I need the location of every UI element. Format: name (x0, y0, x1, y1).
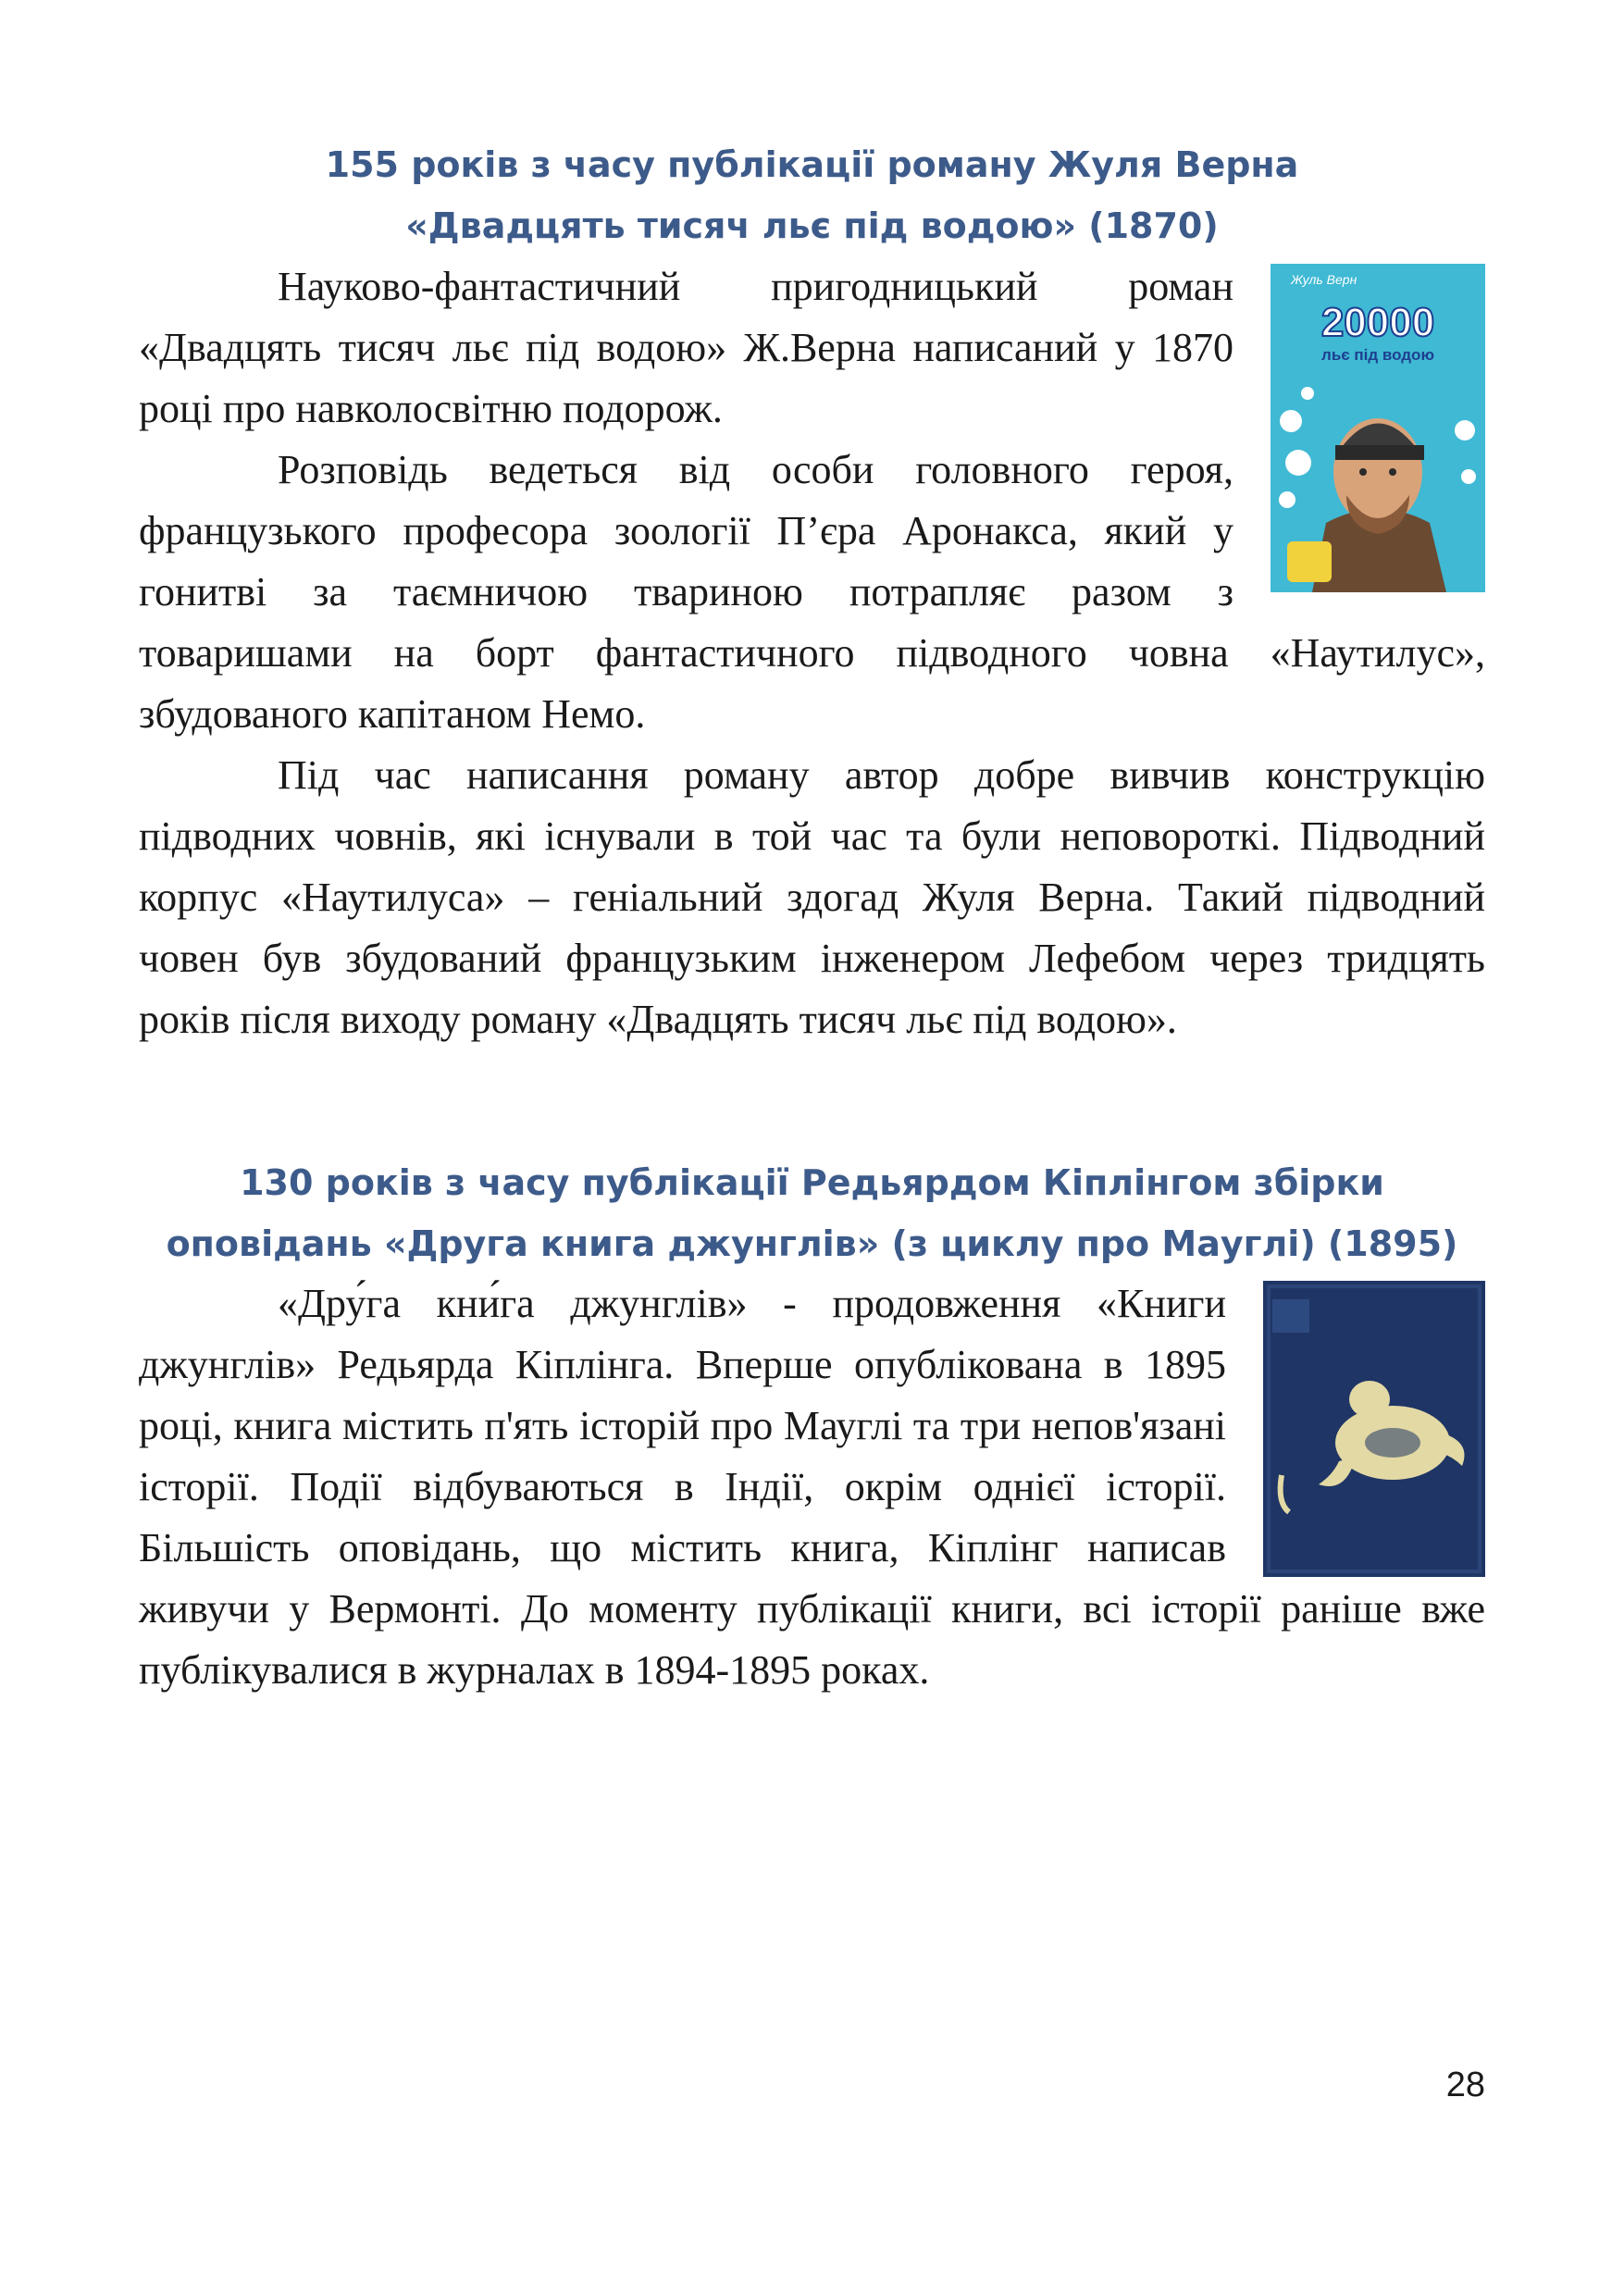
heading-line: 130 років з часу публікації Редьярдом Кіплінгом збірки (240, 1162, 1384, 1203)
section-kipling-body (139, 1273, 1485, 1701)
cover-number: 20000 (1320, 300, 1435, 345)
book-cover-second-jungle-book (1263, 1281, 1485, 1577)
page-number: 28 (1445, 2066, 1485, 2104)
paragraph: Розповідь ведеться від особи головного героя, французького професора зоології П’єра Аронакса, який у гонитві за таємничою твариною потрапляє разом з товаришами на борт фантастичного підводного човна «Наутилус», збудованого капітаном Немо. (139, 447, 1485, 737)
section-heading-kipling (139, 1152, 1485, 1274)
cover-author: Жуль Верн (1291, 272, 1357, 287)
paragraph: Під час написання роману автор добре вивчив конструкцію підводних човнів, які існували в той час та були неповороткі. Підводний корпус «Наутилуса» – геніальний здогад Жуля Верна. Такий підводний човен був збудований французьким інженером Лефебом через тридцять років після виходу роману «Двадцять тисяч льє під водою». (139, 752, 1485, 1042)
section-verne-body (139, 256, 1485, 1050)
paragraph: Науково-фантастичний пригодницький роман «Двадцять тисяч льє під водою» Ж.Верна написаний у 1870 році про навколосвітню подорож. (139, 264, 1233, 431)
book-cover-image (1271, 264, 1485, 592)
book-cover-image (1263, 1281, 1485, 1577)
heading-line: оповідань «Друга книга джунглів» (з циклу про Мауглі) (1895) (166, 1223, 1458, 1264)
heading-line: 155 років з часу публікації роману Жуля Верна (325, 144, 1299, 185)
paragraph: «Дру́га кни́га джунглів» - продовження «Книги джунглів» Редьярда Кіплінга. Вперше опублікована в 1895 році, книга містить п'ять історій про Мауглі та три непов'язані історії. Події відбуваються в Індії, окрім однієї історії. Більшість оповідань, що містить книга, Кіплінг написав живучи у Вермонті. До моменту публікації книги, всі історії раніше вже публікувалися в журналах в 1894-1895 роках. (139, 1281, 1485, 1693)
book-cover-twenty-thousand-leagues (1271, 264, 1485, 592)
heading-line: «Двадцять тисяч льє під водою» (1870) (405, 205, 1219, 246)
section-heading-verne (139, 134, 1485, 256)
cover-subtitle: льє під водою (1321, 346, 1434, 364)
